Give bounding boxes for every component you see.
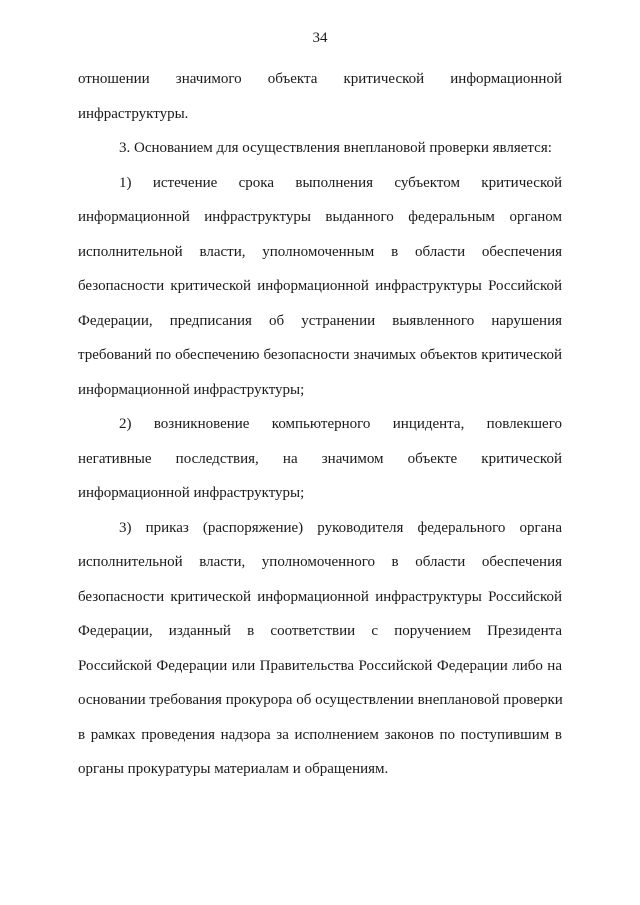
text-line: негативные последствия, на значимом объекте критической (78, 450, 562, 467)
text-line: 3) приказ (распоряжение) руководителя федерального органа (119, 519, 562, 536)
text-line: исполнительной власти, уполномоченного в области обеспечения (78, 554, 562, 570)
text-line: исполнительной власти, уполномоченным в области обеспечения (78, 243, 562, 260)
text-line: информационной инфраструктуры; (78, 381, 305, 398)
text-line: 3. Основанием для осуществления внеплановой проверки является: (119, 140, 552, 156)
text-line: отношении значимого объекта критической информационной (78, 71, 562, 87)
text-line: Федерации, изданный в соответствии с поручением Президента (78, 623, 562, 639)
text-line: информационной инфраструктуры выданного федеральным органом (78, 209, 562, 225)
text-line: в рамках проведения надзора за исполнением законов по поступившим в (78, 726, 562, 743)
text-line: Российской Федерации или Правительства Российской Федерации либо на (78, 657, 562, 674)
text-line: безопасности критической информационной инфраструктуры Российской (78, 588, 562, 605)
text-line: органы прокуратуры материалам и обращениям. (78, 761, 389, 777)
text-line: безопасности критической информационной инфраструктуры Российской (78, 278, 562, 294)
text-line: основании требования прокурора об осуществлении внеплановой проверки (78, 692, 563, 708)
document-body (78, 67, 562, 792)
page-number: 34 (312, 30, 328, 46)
text-line: инфраструктуры. (78, 105, 189, 122)
text-line: информационной инфраструктуры; (78, 485, 305, 501)
text-line: Федерации, предписания об устранении выявленного нарушения (78, 312, 562, 329)
text-line: требований по обеспечению безопасности значимых объектов критической (78, 347, 562, 363)
text-line: 1) истечение срока выполнения субъектом критической (119, 174, 562, 191)
text-line: 2) возникновение компьютерного инцидента, повлекшего (119, 416, 562, 432)
